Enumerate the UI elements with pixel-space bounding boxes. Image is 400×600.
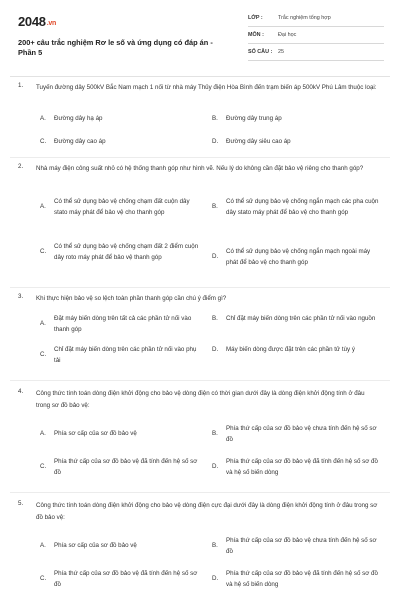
option-letter: B.	[212, 115, 218, 122]
option-text: Chỉ đặt máy biến dòng trên các phần tử nối vào phụ tải	[54, 346, 197, 364]
question-number: 2.	[18, 163, 24, 170]
option-letter: C.	[40, 575, 47, 583]
meta-key: SỐ CÂU :	[248, 49, 273, 55]
header-divider	[10, 76, 390, 77]
option-letter: D.	[212, 346, 219, 353]
option-a[interactable]	[40, 429, 202, 440]
option-letter: C.	[40, 248, 47, 256]
option-letter: C.	[40, 351, 47, 359]
option-letter: B.	[212, 430, 218, 438]
option-letter: B.	[212, 542, 218, 550]
option-c[interactable]	[40, 345, 202, 366]
question-number: 1.	[18, 82, 24, 89]
meta-row-subject	[248, 27, 384, 44]
option-b[interactable]	[212, 114, 380, 125]
option-text: Có thể sử dụng bảo vệ chống ngắn mạch các pha cuộn dây stato máy phát để bảo vệ cho thanh góp	[226, 198, 379, 216]
option-text: Phía thứ cấp của sơ đồ bảo vệ chưa tính đến hệ số sơ đồ	[226, 425, 377, 443]
option-letter: A.	[40, 115, 46, 122]
option-d[interactable]	[212, 247, 380, 268]
option-text: Đường dây cao áp	[54, 138, 106, 145]
meta-table	[248, 10, 384, 61]
question-separator	[10, 157, 390, 158]
meta-value: 25	[278, 49, 284, 55]
option-text: Phía thứ cấp của sơ đồ bảo vệ đã tính đến hệ số sơ đồ	[54, 458, 198, 476]
option-a[interactable]	[40, 541, 202, 552]
question-text: Nhà máy điện công suất nhỏ có hệ thống thanh góp như hình vẽ. Nếu lý do không cần đặt bảo vệ riêng cho thanh góp?	[36, 165, 364, 172]
meta-row-count	[248, 44, 384, 61]
option-d[interactable]	[212, 457, 380, 478]
option-d[interactable]	[212, 137, 380, 148]
option-letter: D.	[212, 253, 219, 261]
option-text: Phía sơ cấp của sơ đồ bảo vệ	[54, 542, 137, 549]
option-c[interactable]	[40, 457, 202, 478]
option-a[interactable]	[40, 197, 202, 218]
document-title: 200+ câu trắc nghiệm Rơ le số và ứng dụng có đáp án - Phần 5	[18, 38, 213, 57]
question-text: Tuyến đường dây 500kV Bắc Nam mạch 1 nối từ nhà máy Thủy điện Hòa Bình đến trạm biến áp 500kV Phú Lâm thuộc loại:	[36, 84, 377, 91]
option-d[interactable]	[212, 569, 380, 590]
option-text: Phía thứ cấp của sơ đồ bảo vệ chưa tính đến hệ số sơ đồ	[226, 537, 377, 555]
site-logo[interactable]	[18, 14, 56, 29]
option-letter: A.	[40, 542, 46, 549]
question-number: 5.	[18, 500, 24, 507]
option-c[interactable]	[40, 137, 200, 148]
option-b[interactable]	[212, 314, 380, 325]
option-letter: C.	[40, 463, 47, 471]
question-separator	[10, 287, 390, 288]
option-text: Có thể sử dụng bảo vệ chống chạm đất cuộn dây stato máy phát để bảo vệ cho thanh góp	[54, 198, 190, 216]
question-number: 4.	[18, 388, 24, 395]
option-b[interactable]	[212, 536, 380, 557]
question-separator	[10, 492, 390, 493]
option-text: Phía thứ cấp của sơ đồ bảo vệ đã tính đến hệ số sơ đồ và hệ số biến dòng	[226, 458, 378, 476]
option-text: Có thể sử dụng bảo vệ chống ngắn mạch ngoài máy phát để bảo vệ cho thanh góp	[226, 248, 371, 266]
meta-key: LỚP :	[248, 15, 263, 21]
meta-row-class	[248, 10, 384, 27]
option-text: Có thể sử dụng bảo vệ chống chạm đất 2 điểm cuộn dây roto máy phát để bảo vệ thanh góp	[54, 243, 199, 261]
option-letter: A.	[40, 203, 46, 211]
option-text: Chỉ đặt máy biến dòng trên các phần tử nối vào nguồn	[226, 315, 376, 322]
question-text: Khi thực hiện bảo vệ so lệch toàn phần thanh góp cần chú ý điểm gì?	[36, 295, 227, 302]
option-b[interactable]	[212, 424, 380, 445]
option-text: Phía thứ cấp của sơ đồ bảo vệ đã tính đến hệ số sơ đồ và hệ số biến dòng	[226, 570, 378, 588]
question-text: Công thức tính toán dòng điện khởi động cho bảo vệ dòng điện cực đại dưới đây là dòng điện khởi động tính ở đâu trong sơ đồ bảo vệ:	[36, 502, 378, 521]
option-letter: A.	[40, 320, 46, 328]
meta-value: Trắc nghiệm tổng hợp	[278, 15, 331, 21]
option-a[interactable]	[40, 314, 202, 335]
option-text: Đường dây trung áp	[226, 115, 282, 122]
option-letter: B.	[212, 315, 218, 322]
page-header	[18, 10, 384, 70]
option-a[interactable]	[40, 114, 200, 125]
question-separator	[10, 380, 390, 381]
option-letter: C.	[40, 138, 47, 145]
meta-key: MÔN :	[248, 32, 264, 38]
option-letter: B.	[212, 203, 218, 211]
option-letter: A.	[40, 430, 46, 437]
option-letter: D.	[212, 138, 219, 145]
option-text: Máy biến dòng được đặt trên các phần tử tùy ý	[226, 346, 355, 353]
option-text: Đường dây hạ áp	[54, 115, 103, 122]
logo-main: 2048	[18, 14, 46, 29]
question-number: 3.	[18, 293, 24, 300]
option-text: Đường dây siêu cao áp	[226, 138, 291, 145]
option-text: Phía sơ cấp của sơ đồ bảo vệ	[54, 430, 137, 437]
option-b[interactable]	[212, 197, 380, 218]
option-text: Phía thứ cấp của sơ đồ bảo vệ đã tính đến hệ số sơ đồ	[54, 570, 198, 588]
option-letter: D.	[212, 575, 219, 583]
meta-value: Đại học	[278, 32, 297, 38]
option-letter: D.	[212, 463, 219, 471]
option-c[interactable]	[40, 569, 202, 590]
logo-suffix: .vn	[46, 20, 56, 27]
option-text: Đặt máy biến dòng trên tất cả các phần tử nối vào thanh góp	[54, 315, 192, 333]
question-text: Công thức tính toán dòng điện khởi động cho bảo vệ dòng điện có thời gian dưới đây là dòng điện khởi động tính ở đâu trong sơ đồ bảo vệ:	[36, 390, 365, 409]
option-d[interactable]	[212, 345, 380, 356]
option-c[interactable]	[40, 242, 202, 263]
